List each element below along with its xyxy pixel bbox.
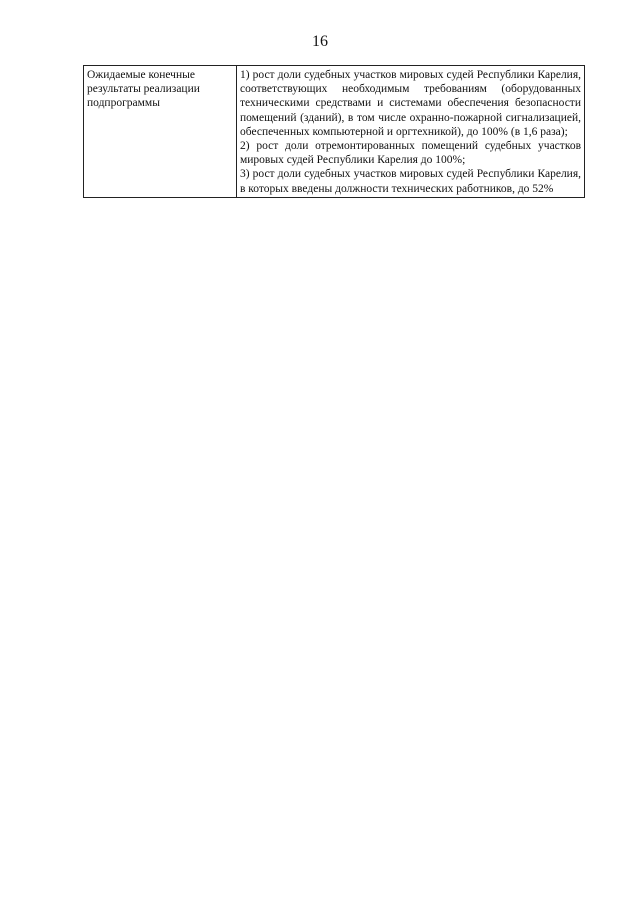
result-item-2: 2) рост доли отремонтированных помещений судебных участков мировых судей Республики Карелия до 100%; — [240, 140, 581, 167]
result-item-1: 1) рост доли судебных участков мировых судей Республики Карелия, соответствующих необходимым требованиям (оборудованных техническими средствами и системами обеспечения безопасности помещений (зданий), в том числе охранно-пожарной сигнализацией, обеспеченных компьютерной и оргтехникой), до 100% (в 1,6 раза); — [240, 69, 581, 138]
table-row — [84, 66, 585, 198]
subprogram-passport-table — [83, 65, 585, 198]
expected-results-content — [237, 66, 585, 198]
page-number: 16 — [312, 33, 328, 50]
expected-results-label: Ожидаемые конечные результаты реализации подпрограммы — [84, 66, 237, 198]
result-item-3: 3) рост доли судебных участков мировых судей Республики Карелия, в которых введены должности технических работников, до 52% — [240, 168, 581, 195]
